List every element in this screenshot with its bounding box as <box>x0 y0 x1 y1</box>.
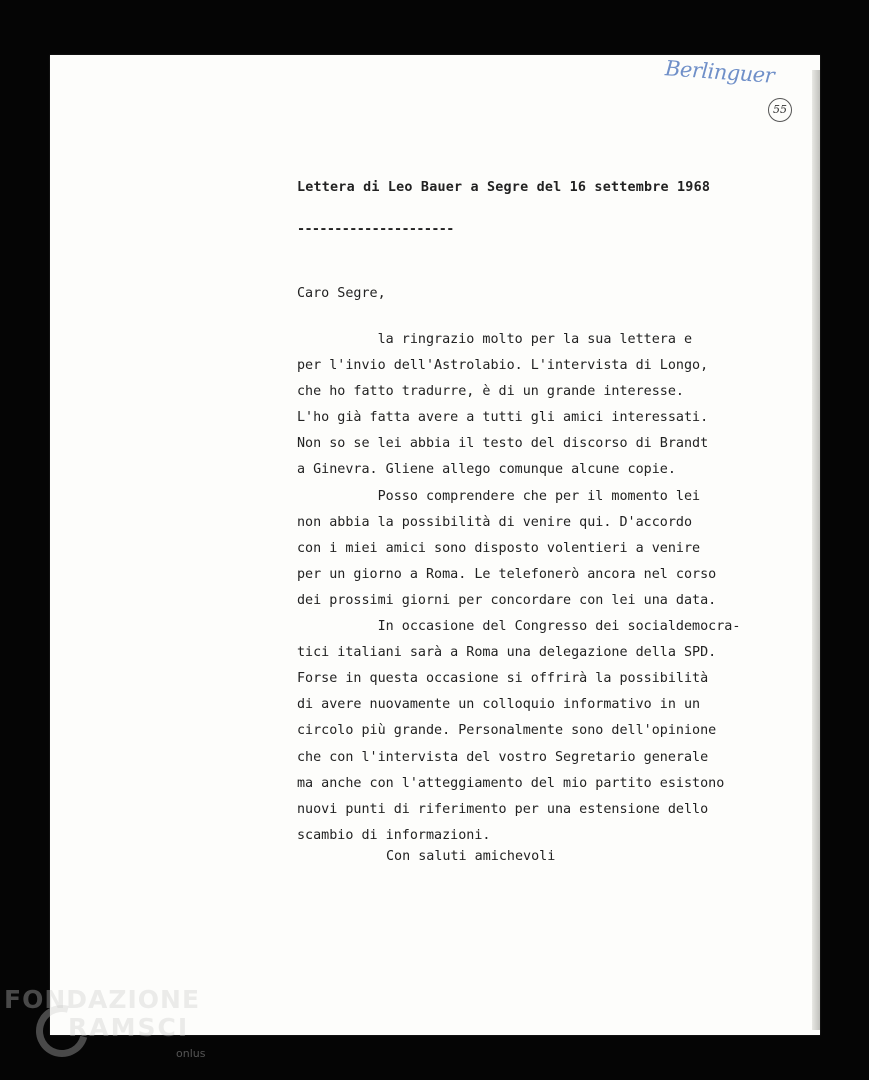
letter-body-line: Forse in questa occasione si offrirà la possibilità <box>297 671 709 687</box>
letter-body-line: a Ginevra. Gliene allego comunque alcune copie. <box>297 462 676 478</box>
letter-body-line: circolo più grande. Personalmente sono dell'opinione <box>297 723 717 739</box>
letter-body-line: non abbia la possibilità di venire qui. D'accordo <box>297 514 693 530</box>
watermark-line1: FONDAZIONE <box>4 985 201 1014</box>
page-edge <box>812 70 820 1030</box>
letter-salutation: Caro Segre, <box>297 286 386 301</box>
letter-body-line: L'ho già fatta avere a tutti gli amici interessati. <box>297 410 709 426</box>
letter-body-line: per l'invio dell'Astrolabio. L'intervista di Longo, <box>297 358 709 374</box>
letter-body-line: di avere nuovamente un colloquio informativo in un <box>297 697 701 713</box>
letter-body-line: Posso comprendere che per il momento lei <box>297 488 701 504</box>
handwritten-annotation: Berlinguer <box>664 56 776 88</box>
letter-body-line: In occasione del Congresso dei socialdemocra- <box>297 619 741 635</box>
watermark-onlus: onlus <box>176 1047 206 1060</box>
letter-body-line: che ho fatto tradurre, è di un grande interesse. <box>297 384 684 400</box>
letter-body <box>297 327 740 849</box>
circled-page-number: 55 <box>768 98 792 122</box>
fondazione-gramsci-watermark <box>4 985 206 1060</box>
letter-body-line: che con l'intervista del vostro Segretario generale <box>297 749 709 765</box>
letter-body-line: Non so se lei abbia il testo del discorso di Brandt <box>297 436 709 452</box>
letter-body-line: ma anche con l'atteggiamento del mio partito esistono <box>297 775 725 791</box>
letter-body-line: la ringrazio molto per la sua lettera e <box>297 332 693 347</box>
letter-closing: Con saluti amichevoli <box>386 849 556 864</box>
letter-body-line: nuovi punti di riferimento per una estensione dello <box>297 801 709 817</box>
letter-body-line: per un giorno a Roma. Le telefonerò ancora nel corso <box>297 566 717 582</box>
letter-body-line: scambio di informazioni. <box>297 827 491 843</box>
letter-body-line: con i miei amici sono disposto volentieri a venire <box>297 540 701 556</box>
letter-body-line: tici italiani sarà a Roma una delegazione della SPD. <box>297 645 717 661</box>
letter-body-line: dei prossimi giorni per concordare con lei una data. <box>297 592 717 608</box>
title-underline: --------------------- <box>297 222 454 237</box>
watermark-line2: RAMSCI <box>68 1013 190 1042</box>
letter-title: Lettera di Leo Bauer a Segre del 16 settembre 1968 <box>297 180 711 195</box>
